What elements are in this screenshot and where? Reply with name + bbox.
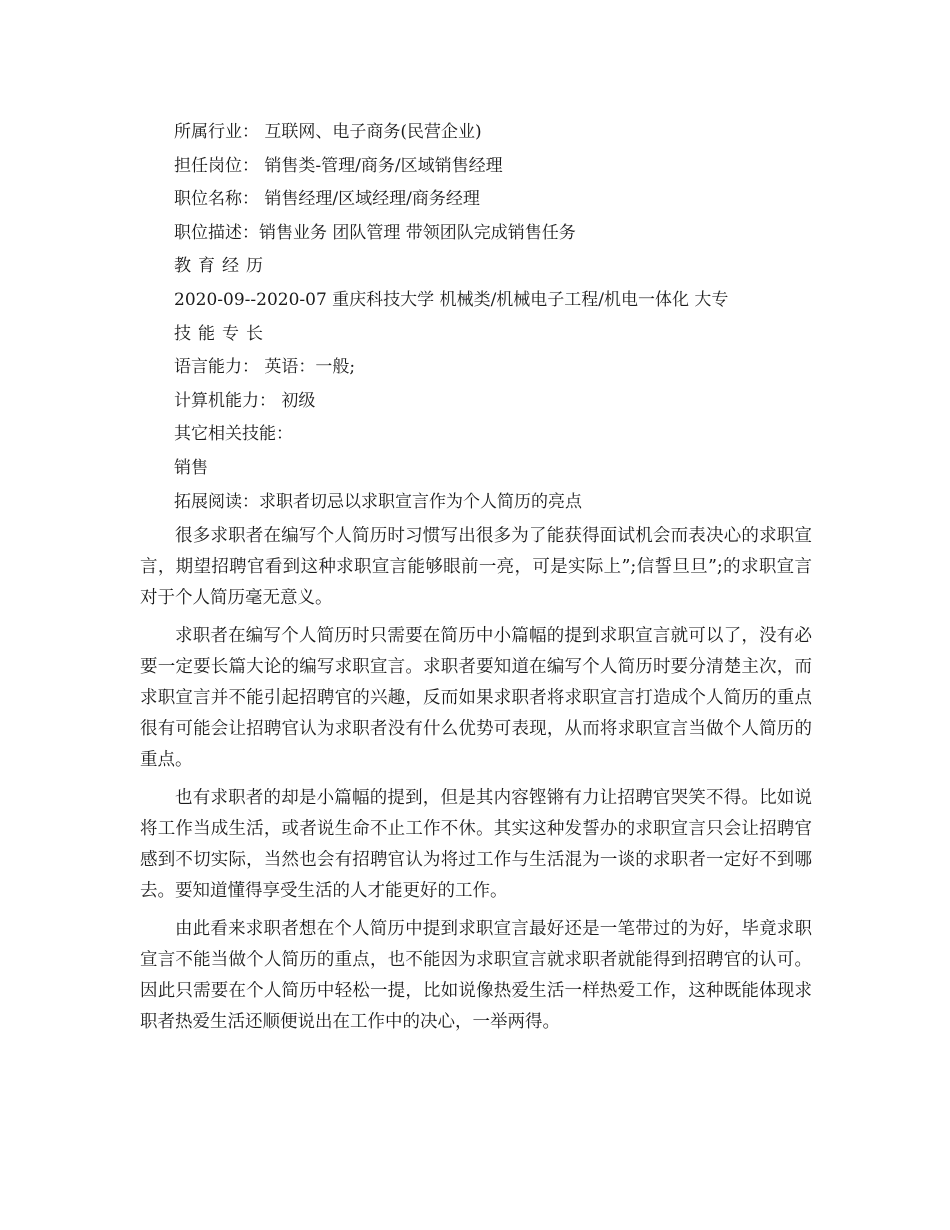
article-paragraph: 也有求职者的却是小篇幅的提到，但是其内容铿锵有力让招聘官哭笑不得。比如说将工作当成生活，或者说生命不止工作不休。其实这种发誓办的求职宣言只会让招聘官感到不切实际，当然也会有招聘官认为将过工作与生活混为一谈的求职者一定好不到哪去。要知道懂得享受生活的人才能更好的工作。 bbox=[140, 788, 812, 901]
article-body bbox=[140, 521, 812, 1045]
education-entry: 2020-09--2020-07 重庆科技大学 机械类/机械电子工程/机电一体化 大专 bbox=[174, 289, 729, 310]
job-title-line: 职位名称： 销售经理/区域经理/商务经理 bbox=[174, 189, 480, 210]
job-description-line: 职位描述：销售业务 团队管理 带领团队完成销售任务 bbox=[174, 222, 576, 243]
other-skills-value: 销售 bbox=[174, 457, 208, 478]
extended-reading-title: 拓展阅读：求职者切忌以求职宣言作为个人简历的亮点 bbox=[174, 491, 582, 512]
article-paragraph: 由此看来求职者想在个人简历中提到求职宣言最好还是一笔带过的为好，毕竟求职宣言不能当做个人简历的重点，也不能因为求职宣言就求职者就能得到招聘官的认可。因此只需要在个人简历中轻松一提，比如说像热爱生活一样热爱工作，这种既能体现求职者热爱生活还顺便说出在工作中的决心，一举两得。 bbox=[140, 919, 812, 1032]
skills-heading: 技能专长 bbox=[174, 323, 270, 344]
post-line: 担任岗位： 销售类-管理/商务/区域销售经理 bbox=[174, 155, 503, 176]
industry-line: 所属行业： 互联网、电子商务(民营企业) bbox=[174, 122, 482, 142]
article-paragraph: 很多求职者在编写个人简历时习惯写出很多为了能获得面试机会而表决心的求职宣言，期望招聘官看到这种求职宣言能够眼前一亮，可是实际上”;信誓旦旦”;的求职宣言对于个人简历毫无意义。 bbox=[140, 526, 812, 608]
article-paragraph: 求职者在编写个人简历时只需要在简历中小篇幅的提到求职宣言就可以了，没有必要一定要长篇大论的编写求职宣言。求职者要知道在编写个人简历时要分清楚主次，而求职宣言并不能引起招聘官的兴趣，反而如果求职者将求职宣言打造成个人简历的重点很有可能会让招聘官认为求职者没有什么优势可表现，从而将求职宣言当做个人简历的重点。 bbox=[140, 626, 812, 770]
education-heading: 教育经历 bbox=[174, 256, 270, 277]
computer-ability-line: 计算机能力： 初级 bbox=[174, 390, 316, 411]
other-skills-label: 其它相关技能： bbox=[174, 424, 293, 445]
language-ability-line: 语言能力： 英语：一般; bbox=[174, 357, 356, 378]
resume-info-block bbox=[174, 116, 834, 519]
